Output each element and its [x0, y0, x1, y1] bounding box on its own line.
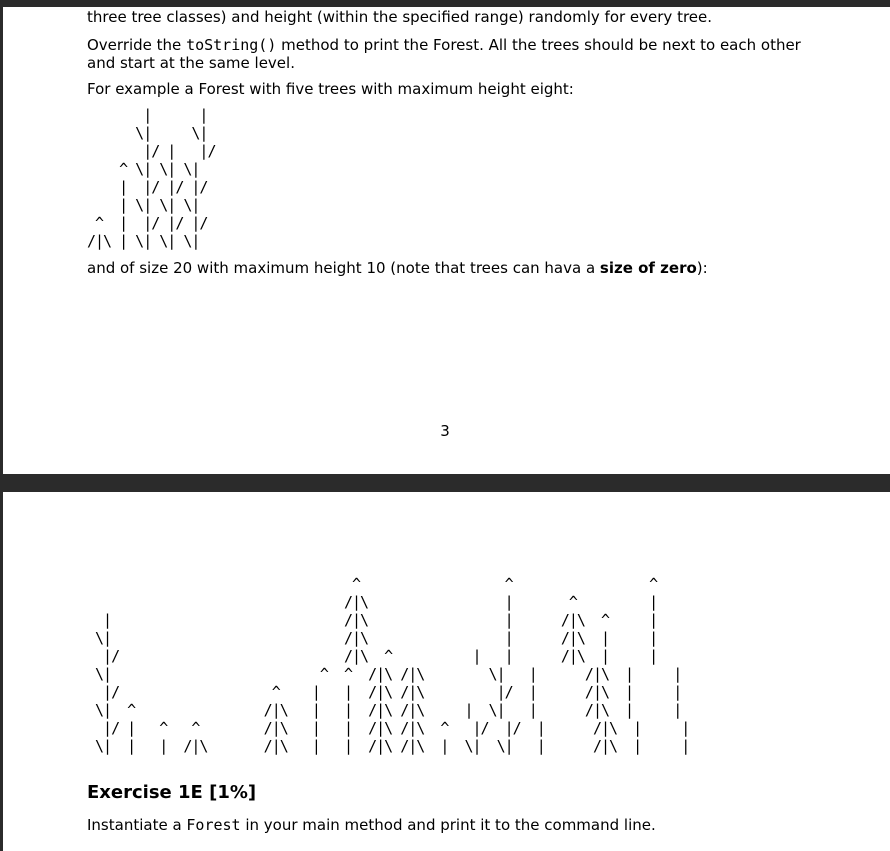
- size20-text-pre: and of size 20 with maximum height 10 (note that trees can hava a: [87, 259, 600, 277]
- code-forest: Forest: [186, 816, 241, 834]
- size-of-zero-bold: size of zero: [599, 259, 697, 277]
- ascii-forest-size-20: ^ ^ ^ /|\ | ^ | | /|\ | /|\ ^ | \| /|\ | /|\ | | |/ /|\ ^ | | /|\ | | \| ^ ^ /|\ /|\ \| | /|\ | | |/ ^ | | /|\ /|\ |/ | /|\ | | \| ^ /|\ | | /|\ /|\ | \| | /|\ | | |/ | ^ ^ /|\ | | /|\ /|\ ^ |/ |/ | /|\ | | \| | | /|\ /|\ | | /|\ /|\ | \| \| | /|\ | |: [95, 575, 690, 755]
- paragraph-override-tostring: [87, 36, 827, 72]
- paragraph-example-intro: For example a Forest with five trees with maximum height eight:: [87, 80, 574, 98]
- instantiate-text-pre: Instantiate a: [87, 816, 187, 834]
- size20-text-post: ):: [696, 259, 708, 277]
- override-text-pre: Override the: [87, 36, 187, 54]
- ascii-forest-example-five-trees: | | \| \| |/ | |/ ^ \| \| \| | |/ |/ |/ | \| \| \| ^ | |/ |/ |/ /|\ | \| \| \|: [87, 106, 216, 250]
- override-text-post: method to print the Forest. All the trees should be next to each other and start at the same level.: [87, 36, 801, 72]
- paragraph-instantiate-forest: [87, 816, 827, 834]
- document-page-3: [3, 7, 890, 474]
- document-page-4: [3, 492, 890, 851]
- paragraph-tree-classes: three tree classes) and height (within the specified range) randomly for every tree.: [87, 8, 713, 26]
- exercise-1e-heading: Exercise 1E [1%]: [87, 782, 257, 803]
- instantiate-text-post: in your main method and print it to the command line.: [240, 816, 656, 834]
- page-number: 3: [440, 422, 450, 440]
- paragraph-size-20: [87, 259, 827, 277]
- code-tostring: toString(): [186, 36, 277, 54]
